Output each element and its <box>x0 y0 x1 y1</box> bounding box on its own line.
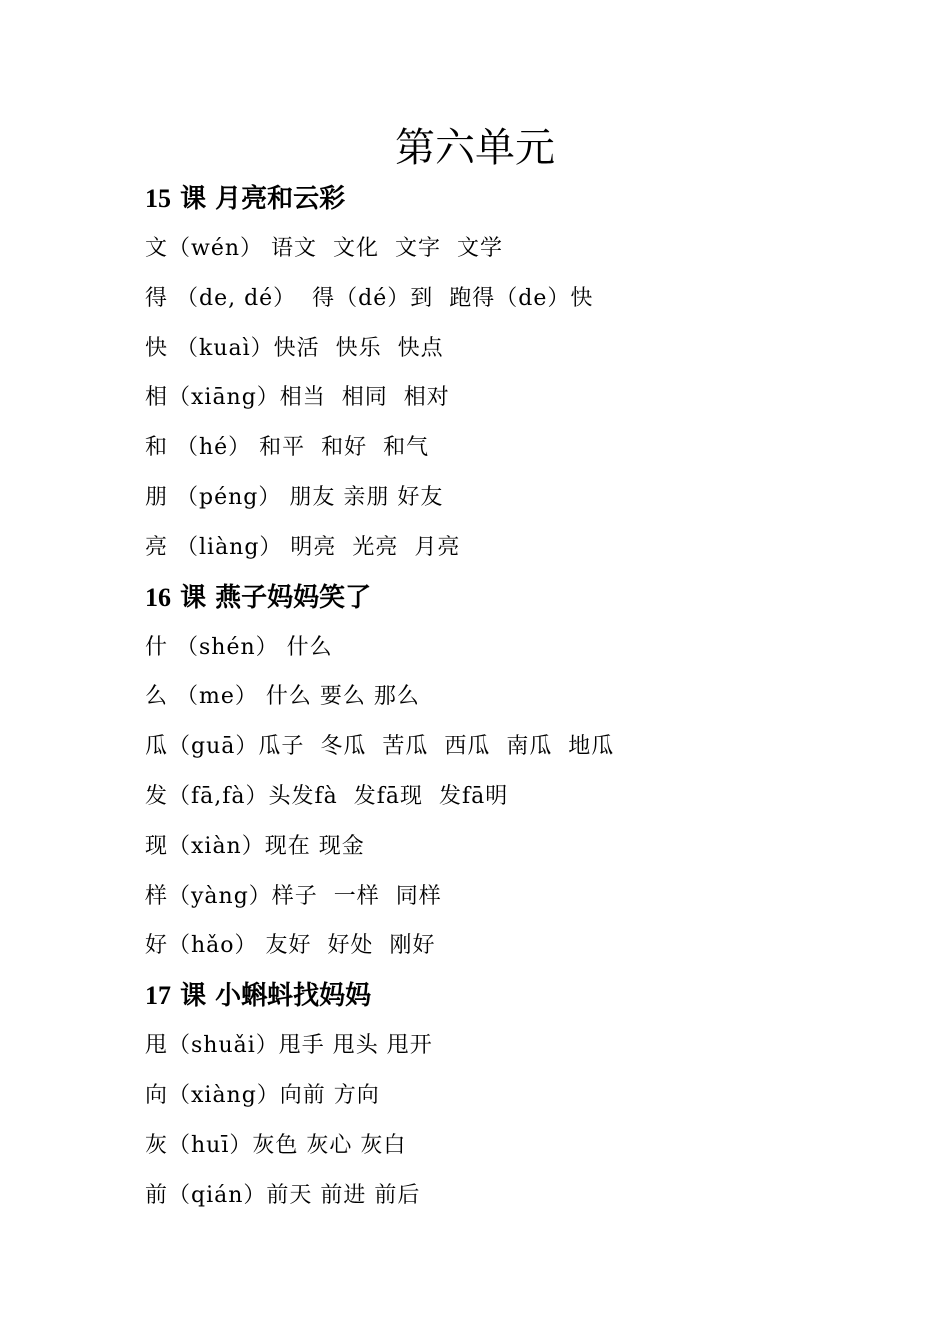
vocab-entry: 好（hǎo） 友好 好处 刚好 <box>145 933 436 959</box>
vocab-entry: 快 （kuaì）快活 快乐 快点 <box>145 335 444 361</box>
page-title: 第六单元 <box>395 125 555 171</box>
vocab-entry: 前（qián）前天 前进 前后 <box>145 1182 421 1208</box>
vocab-entry: 现（xiàn）现在 现金 <box>145 833 365 859</box>
lesson-list <box>145 174 905 1220</box>
vocab-entry: 么 （me） 什么 要么 那么 <box>145 684 420 710</box>
lesson-heading-17 <box>145 971 905 1021</box>
vocab-entry: 向（xiàng）向前 方向 <box>145 1082 380 1108</box>
lesson-name: 课 燕子妈妈笑了 <box>180 582 372 613</box>
lesson-heading-15 <box>145 174 905 224</box>
vocab-entry: 灰（huī）灰色 灰心 灰白 <box>145 1132 407 1158</box>
lesson-number: 16 <box>145 582 171 612</box>
vocab-entry: 相（xiāng）相当 相同 相对 <box>145 385 450 411</box>
vocab-entry: 文（wén） 语文 文化 文字 文学 <box>145 236 503 261</box>
vocab-entry: 得 （de, dé） 得（dé）到 跑得（de）快 <box>145 285 594 311</box>
vocab-entry: 朋 （péng） 朋友 亲朋 好友 <box>145 484 444 510</box>
lesson-name: 课 小蝌蚪找妈妈 <box>180 981 372 1012</box>
lesson-heading-16 <box>145 573 905 623</box>
lesson-number: 15 <box>145 184 171 213</box>
vocab-entry: 发（fā,fà）头发fà 发fā现 发fā明 <box>145 783 509 809</box>
vocab-entry: 瓜（guā）瓜子 冬瓜 苦瓜 西瓜 南瓜 地瓜 <box>145 734 615 760</box>
vocab-entry: 亮 （liàng） 明亮 光亮 月亮 <box>145 534 461 560</box>
vocab-entry: 样（yàng）样子 一样 同样 <box>145 883 442 909</box>
lesson-number: 17 <box>145 981 171 1011</box>
vocab-entry: 甩（shuǎi）甩手 甩头 甩开 <box>145 1033 433 1059</box>
vocab-entry: 什 （shén） 什么 <box>145 634 333 660</box>
vocab-entry: 和 （hé） 和平 和好 和气 <box>145 435 430 461</box>
lesson-name: 课 月亮和云彩 <box>180 184 346 214</box>
